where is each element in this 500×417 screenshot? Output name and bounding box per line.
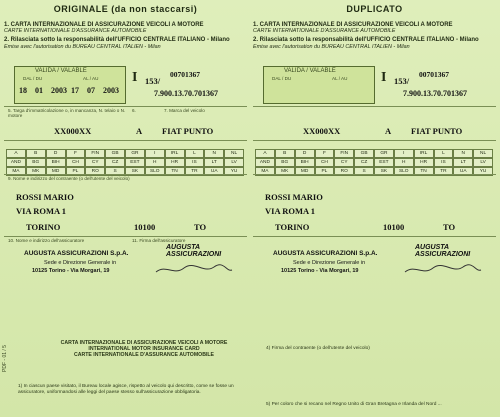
- country-cell: MD: [295, 167, 315, 176]
- section2-subtitle: Emise avec l'autorisation du BUREAU CENTRAL ITALIEN - Milan: [4, 43, 161, 50]
- country-cell: I: [145, 149, 165, 158]
- insured-province: TO: [194, 222, 207, 232]
- country-cell: B: [275, 149, 295, 158]
- country-cell: H: [394, 158, 414, 167]
- dup-vehicle-category: A: [385, 126, 392, 136]
- country-cell: GB: [105, 149, 125, 158]
- country-cell: IRL: [165, 149, 185, 158]
- country-cell: EST: [125, 158, 145, 167]
- country-cell: BG: [275, 158, 295, 167]
- country-cell: NL: [224, 149, 244, 158]
- dup-insured-zip: 10100: [383, 222, 405, 232]
- serial: 153/: [145, 76, 161, 86]
- country-cell: A: [6, 149, 26, 158]
- section1-subtitle: CARTE INTERNATIONALE D'ASSURANCE AUTOMOBILE: [4, 28, 147, 35]
- dup-country-grid: [255, 149, 493, 176]
- country-cell: I: [394, 149, 414, 158]
- insurer-name: AUGUSTA ASSICURAZIONI S.p.A.: [24, 250, 129, 257]
- dup-insured-province: TO: [443, 222, 456, 232]
- country-cell: LT: [204, 158, 224, 167]
- country-cell: CH: [315, 158, 335, 167]
- to-year: 2003: [103, 86, 119, 95]
- section2-title: 2. Rilasciata sotto la responsabilità dell'UFFICIO CENTRALE ITALIANO - Milano: [4, 37, 230, 44]
- dup-vehicle-model: FIAT PUNTO: [411, 126, 463, 136]
- country-cell: SK: [374, 167, 394, 176]
- country-cell: TR: [185, 167, 205, 176]
- signature-icon: [154, 262, 234, 278]
- country-cell: FIN: [334, 149, 354, 158]
- country-cell: CY: [85, 158, 105, 167]
- dup-signature-icon: [403, 262, 483, 278]
- country-cell: MK: [26, 167, 46, 176]
- country-cell: SK: [125, 167, 145, 176]
- dup-insured-city: TORINO: [275, 222, 310, 232]
- country-cell: HR: [165, 158, 185, 167]
- country-cell: IS: [434, 158, 454, 167]
- original-title: ORIGINALE (da non staccarsi): [53, 4, 198, 14]
- country-cell: N: [204, 149, 224, 158]
- country-cell: B: [26, 149, 46, 158]
- dup-insured-street: VIA ROMA 1: [265, 206, 316, 216]
- country-cell: RO: [85, 167, 105, 176]
- vehicle-model: FIAT PUNTO: [162, 126, 214, 136]
- from-day: 18: [19, 86, 27, 95]
- country-cell: L: [185, 149, 205, 158]
- country-cell: PL: [66, 167, 86, 176]
- country-cell: GR: [374, 149, 394, 158]
- country-cell: LV: [473, 158, 493, 167]
- section1-title: 1. CARTA INTERNAZIONALE DI ASSICURAZIONE VEICOLI A MOTORE: [4, 22, 204, 28]
- country-cell: NL: [473, 149, 493, 158]
- country-cell: TN: [165, 167, 185, 176]
- country-cell: SLO: [145, 167, 165, 176]
- validity-box: VALIDA / VALABLE DAL / DU AL / AU 18 01 2003 17 07 2003: [14, 66, 126, 104]
- country-cell: GR: [125, 149, 145, 158]
- country-cell: FIN: [85, 149, 105, 158]
- country-cell: MD: [46, 167, 66, 176]
- country-cell: RO: [334, 167, 354, 176]
- country-cell: BIH: [295, 158, 315, 167]
- vehicle-category: A: [136, 126, 143, 136]
- form-code: PDF - 01 / 5: [2, 345, 8, 372]
- insurer-address1: Sede e Direzione Generale in: [44, 260, 117, 266]
- country-cell: BIH: [46, 158, 66, 167]
- country-cell: LV: [224, 158, 244, 167]
- note-4: 4) Firma del contraente (o dell'utente del veicolo): [266, 346, 370, 351]
- from-year: 2003: [51, 86, 67, 95]
- country-cell: PL: [315, 167, 335, 176]
- country-grid: [6, 149, 244, 176]
- from-month: 01: [35, 86, 43, 95]
- license-plate: XX000XX: [54, 126, 92, 136]
- country-cell: YU: [473, 167, 493, 176]
- country-cell: S: [354, 167, 374, 176]
- insured-zip: 10100: [134, 222, 156, 232]
- dup-license-plate: XX000XX: [303, 126, 341, 136]
- to-day: 17: [71, 86, 79, 95]
- country-cell: MK: [275, 167, 295, 176]
- country-cell: MA: [255, 167, 275, 176]
- card-number: 00701367: [170, 70, 200, 79]
- bottom-section: CARTA INTERNAZIONALE DI ASSICURAZIONE VEICOLI A MOTORE INTERNATIONAL MOTOR INSURANCE CARD CARTE INTERNATIONALE D'ASSURANCE AUTOMOBILE 1) In ciascun paese visitato, il Bureau locale agisce, rispetto al veicolo qui descritto, come se fosse un assicuratore, uniformandosi alle leggi del paese stesso sull'assicurazione obbligatoria. 4) Firma del contraente (o dell'utente del veicolo) 5) Per coloro che si recano nel Regno Unito di Gran Bretagna e Irlanda del Nord ...: [4, 336, 496, 414]
- country-cell: CZ: [354, 158, 374, 167]
- country-cell: F: [66, 149, 86, 158]
- note-1: 1) In ciascun paese visitato, il Bureau locale agisce, rispetto al veicolo qui descritto, come se fosse un assicuratore, uniformandosi alle leggi del paese stesso sull'assicurazione obbligatoria.: [18, 384, 234, 395]
- country-cell: TR: [434, 167, 454, 176]
- to-month: 07: [87, 86, 95, 95]
- country-cell: UA: [204, 167, 224, 176]
- country-cell: TN: [414, 167, 434, 176]
- insured-name: ROSSI MARIO: [16, 192, 74, 202]
- duplicate-card: DUPLICATO 1. CARTA INTERNAZIONALE DI ASSICURAZIONE VEICOLI A MOTORE CARTE INTERNATIONALE D'ASSURANCE AUTOMOBILE 2. Rilasciata sotto la responsabilità dell'UFFICIO CENTRALE ITALIANO - Milano Emise avec l'autorisation du BUREAU CENTRAL ITALIEN - Milan VALIDA / VALABLE DAL / DU AL / AU I 153/ 00701367 7.900.13.70.701367 XX000XX A FIAT PUNTO A B D F FIN GB GR I IRL L N NL AND BG BIH CH CY CZ EST H HR IS LT LV MA MK MD PL RO S SK SLO TN TR UA YU ROSSI MARIO VIA ROMA 1 TORINO 10100 TO AUGUSTA ASSICURAZIONI S.p.A. Sede e Direzione Generale in 10125 Torino - Via Morgari, 19 AUGUSTA ASSICURAZIONI: [253, 4, 496, 334]
- insurer-logo: AUGUSTA ASSICURAZIONI: [166, 244, 222, 258]
- country-cell: S: [105, 167, 125, 176]
- insurer-address2: 10125 Torino - Via Morgari, 19: [32, 268, 110, 274]
- country-cell: CY: [334, 158, 354, 167]
- country-cell: BG: [26, 158, 46, 167]
- duplicate-title: DUPLICATO: [346, 4, 403, 14]
- original-card: ORIGINALE (da non staccarsi) 1. CARTA INTERNAZIONALE DI ASSICURAZIONE VEICOLI A MOTORE CARTE INTERNATIONALE D'ASSURANCE AUTOMOBILE 2. Rilasciata sotto la responsabilità dell'UFFICIO CENTRALE ITALIANO - Milano Emise avec l'autorisation du BUREAU CENTRAL ITALIEN - Milan VALIDA / VALABLE DAL / DU AL / AU 18 01 2003 17 07 2003 I 153/ 00701367 7.900.13.70.701367 5. Targa d'immatricolazione o, in mancanza, N. telaio o N. motore 6. 7. Marca del veicolo XX000XX A FIAT PUNTO A B D F FIN GB GR I IRL L N NL AND BG BIH CH CY CZ EST H HR IS LT LV MA MK MD PL RO S SK SLO TN TR UA YU 9. Nome e indirizzo del contraente (o dell'utente del veicolo) ROSSI MARIO VIA ROMA 1 TORINO 10100 TO 10. Nome e indirizzo dell'assicuratore 11. Firma dell'assicuratore AUGUSTA ASSICURAZIONI S.p.A. Sede e Direzione Generale in 10125 Torino - Via Morgari, 19 AUGUSTA ASSICURAZIONI: [4, 4, 247, 334]
- country-cell: UA: [453, 167, 473, 176]
- country-cell: D: [295, 149, 315, 158]
- note-5: 5) Per coloro che si recano nel Regno Unito di Gran Bretagna e Irlanda del Nord ...: [266, 402, 442, 407]
- country-cell: AND: [6, 158, 26, 167]
- country-cell: MA: [6, 167, 26, 176]
- country-cell: F: [315, 149, 335, 158]
- country-cell: EST: [374, 158, 394, 167]
- country-cell: H: [145, 158, 165, 167]
- country-cell: L: [434, 149, 454, 158]
- insured-street: VIA ROMA 1: [16, 206, 67, 216]
- country-cell: A: [255, 149, 275, 158]
- country-cell: IS: [185, 158, 205, 167]
- country-cell: AND: [255, 158, 275, 167]
- insured-city: TORINO: [26, 222, 61, 232]
- country-cell: SLO: [394, 167, 414, 176]
- country-cell: CZ: [105, 158, 125, 167]
- country-cell: HR: [414, 158, 434, 167]
- country-cell: CH: [66, 158, 86, 167]
- country-cell: LT: [453, 158, 473, 167]
- country-cell: N: [453, 149, 473, 158]
- country-cell: GB: [354, 149, 374, 158]
- country-cell: D: [46, 149, 66, 158]
- policy-number: 7.900.13.70.701367: [154, 89, 218, 98]
- country-code: I: [132, 70, 138, 85]
- country-cell: IRL: [414, 149, 434, 158]
- country-cell: YU: [224, 167, 244, 176]
- dup-insured-name: ROSSI MARIO: [265, 192, 323, 202]
